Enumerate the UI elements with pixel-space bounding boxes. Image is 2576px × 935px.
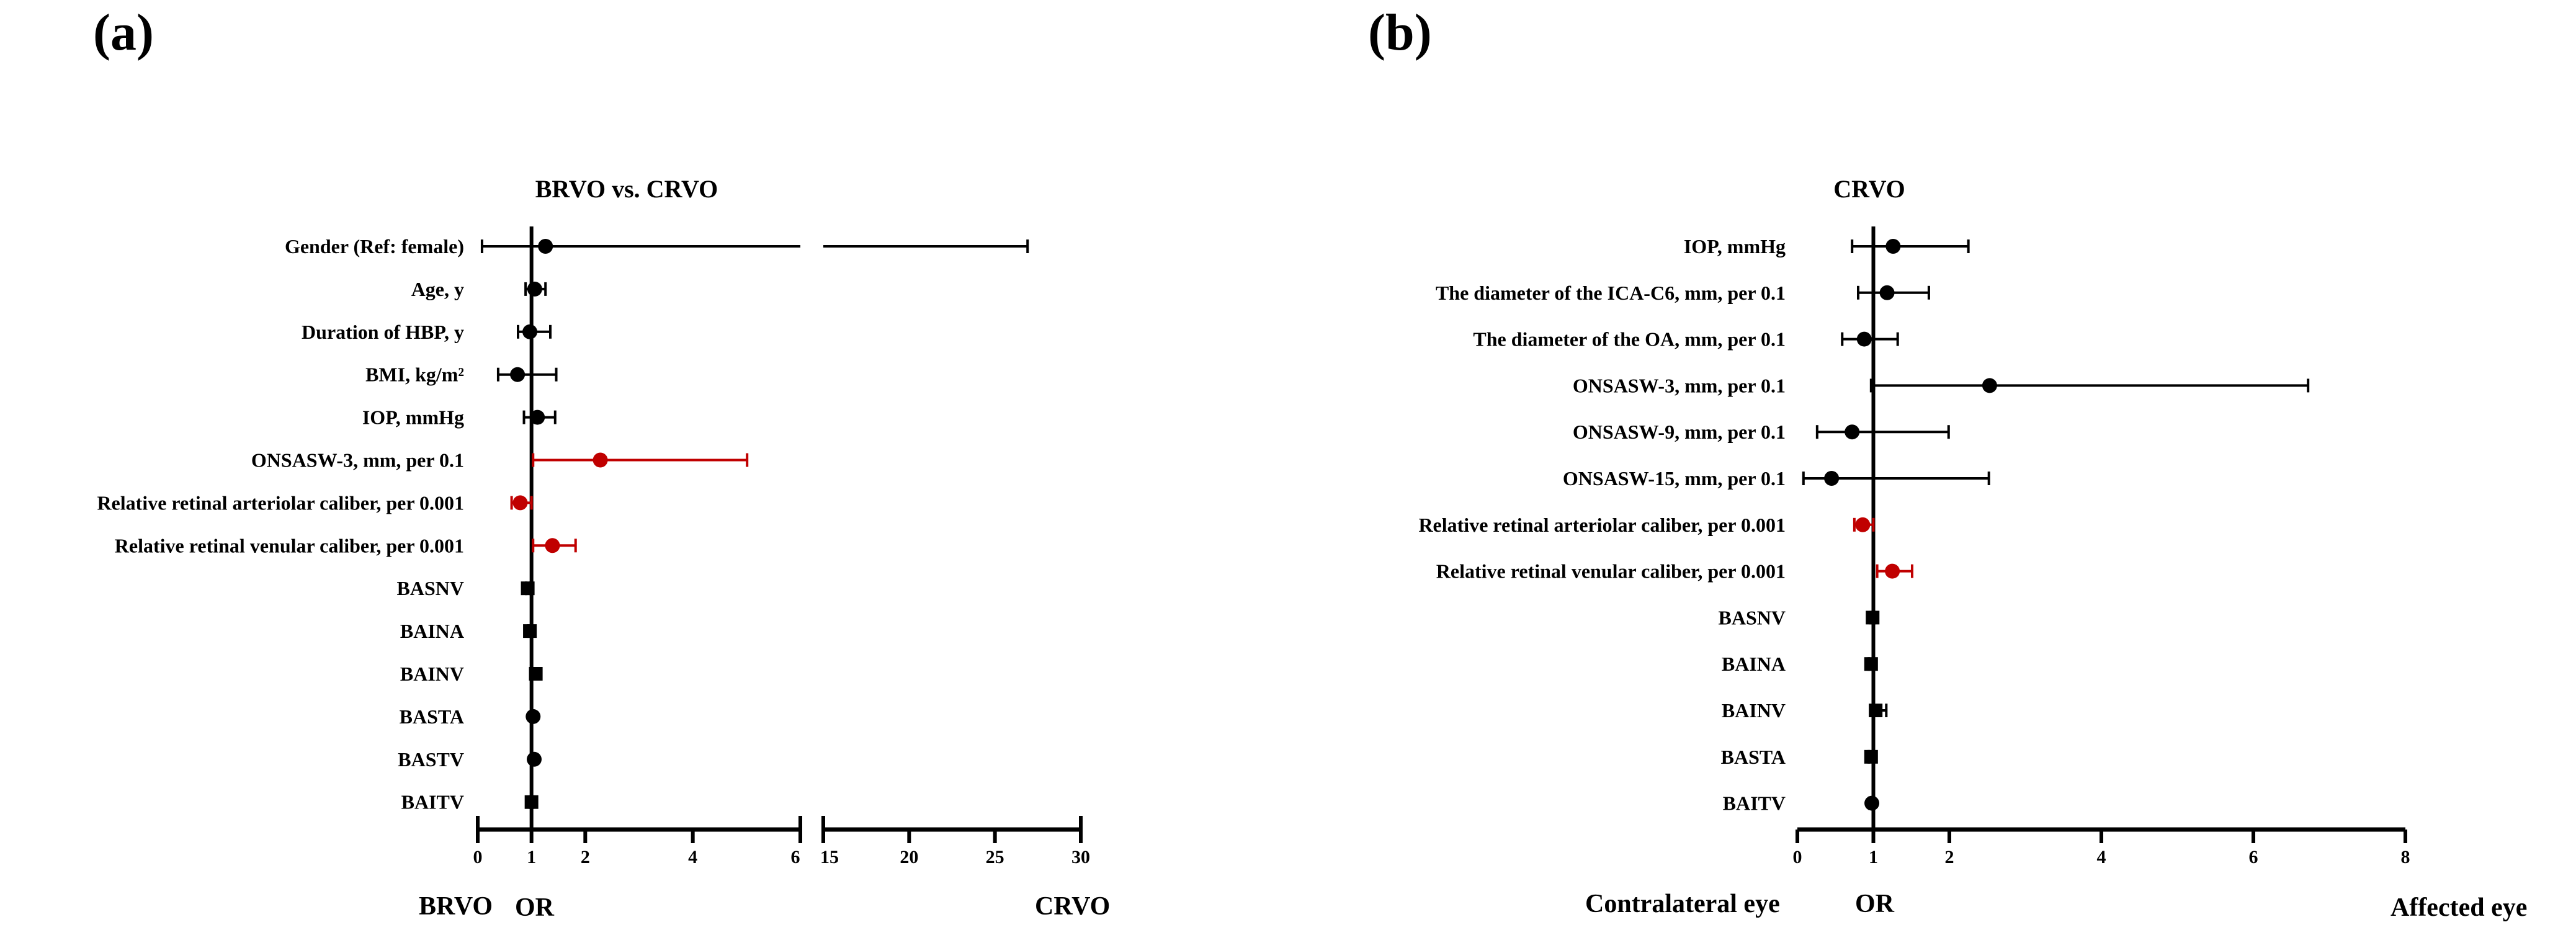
forest-row [1436,282,1929,304]
or-point-marker [1864,750,1878,764]
forest-row [97,491,531,514]
or-point-marker [530,410,545,425]
or-point-marker [527,752,542,767]
row-label: BMI, kg/m² [365,363,464,386]
or-point-marker [1869,704,1882,717]
panel-b-label: (b) [1368,4,1432,61]
row-label: ONSASW-9, mm, per 0.1 [1572,421,1786,444]
row-label: The diameter of the ICA-C6, mm, per 0.1 [1435,281,1786,304]
forest-row [1473,328,1897,351]
forest-row [400,620,537,642]
x-tick-label: 8 [2400,847,2410,867]
row-label: BASTA [399,705,464,728]
forest-row [398,748,542,771]
row-label: BAITV [1722,792,1786,815]
row-label: BAINV [1721,699,1786,722]
panel-a-label: (a) [93,4,154,61]
x-tick-label: 1 [527,847,537,867]
panel-b-title: CRVO [1833,175,1905,203]
forest-row [401,791,539,813]
panel-b-right-label: Affected eye [2390,893,2528,922]
forest-row [1563,467,1989,490]
or-point-marker [1885,239,1900,254]
row-label: BASTA [1720,745,1786,768]
row-label: BASNV [1718,606,1786,629]
row-label: ONSASW-3, mm, per 0.1 [251,449,464,472]
or-point-marker [538,239,553,254]
panel-a-xlabel: OR [515,893,554,922]
x-tick-label: 15 [820,847,839,867]
forest-row [1573,374,2308,396]
forest-row [1723,792,1879,815]
forest-row [302,321,550,343]
or-point-marker [1845,424,1859,439]
or-point-marker [1866,611,1879,624]
panel-a-right-label: CRVO [1035,892,1111,921]
or-point-marker [510,367,525,382]
or-point-marker [1864,796,1879,811]
row-label: BAINA [1721,653,1786,676]
or-point-marker [525,795,539,809]
row-label: BAITV [401,790,464,813]
row-label: Duration of HBP, y [302,320,464,343]
x-tick-label: 4 [2096,847,2106,867]
row-label: IOP, mmHg [362,406,464,429]
forest-row [1418,514,1873,536]
x-tick-label: 2 [580,847,590,867]
x-tick-label: 6 [2248,847,2258,867]
forest-row [397,577,535,599]
or-point-marker [1857,332,1872,347]
or-point-marker [529,667,543,681]
row-label: ONSASW-15, mm, per 0.1 [1562,467,1786,490]
panel-a-left-label: BRVO [419,892,493,921]
forest-row [365,364,556,386]
row-label: Relative retinal arteriolar caliber, per 0.001 [97,491,464,514]
panel-a-title: BRVO vs. CRVO [535,175,718,203]
panel-b [1368,4,2527,922]
forest-row [1722,699,1886,722]
forest-row [362,406,555,429]
x-tick-label: 0 [1792,847,1802,867]
row-label: BASNV [396,577,464,600]
forest-row [411,278,546,300]
forest-row [1722,653,1878,675]
x-tick-label: 2 [1944,847,1954,867]
or-point-marker [522,324,537,339]
row-label: Relative retinal venular caliber, per 0.001 [1436,560,1786,583]
forest-row [1573,421,1949,443]
or-point-marker [593,453,608,468]
x-tick-label: 25 [985,847,1004,867]
row-label: BAINA [400,620,464,643]
forest-row [1719,606,1880,629]
forest-row [1684,235,1969,257]
or-point-marker [1855,517,1870,532]
row-label: Age, y [411,277,464,300]
forest-row [400,663,543,685]
forest-row [285,235,1027,257]
or-point-marker [1880,285,1895,300]
forest-row [1436,560,1912,583]
x-tick-label: 30 [1071,847,1090,867]
or-point-marker [527,282,542,297]
panel-b-xlabel: OR [1855,890,1894,918]
or-point-marker [523,624,537,638]
or-point-marker [521,581,535,595]
forest-row [251,449,747,472]
row-label: IOP, mmHg [1683,235,1786,257]
x-tick-label: 6 [790,847,800,867]
row-label: BAINV [400,663,464,685]
forest-row [115,534,576,557]
row-label: BASTV [398,748,464,771]
or-point-marker [1982,378,1997,393]
forest-row [400,705,541,728]
or-point-marker [1864,657,1878,671]
row-label: The diameter of the OA, mm, per 0.1 [1473,328,1786,351]
x-tick-label: 20 [900,847,919,867]
or-point-marker [525,709,540,724]
panel-b-left-label: Contralateral eye [1585,890,1780,918]
row-label: Relative retinal venular caliber, per 0.001 [114,534,464,557]
x-tick-label: 4 [688,847,698,867]
forest-row [1721,746,1878,768]
x-tick-label: 1 [1869,847,1878,867]
row-label: Relative retinal arteriolar caliber, per 0.001 [1418,513,1786,536]
or-point-marker [512,495,527,510]
panel-a [93,4,1110,922]
row-label: ONSASW-3, mm, per 0.1 [1572,374,1786,397]
or-point-marker [1824,471,1839,486]
x-tick-label: 0 [473,847,483,867]
or-point-marker [545,538,560,553]
or-point-marker [1885,564,1900,579]
row-label: Gender (Ref: female) [284,235,464,257]
